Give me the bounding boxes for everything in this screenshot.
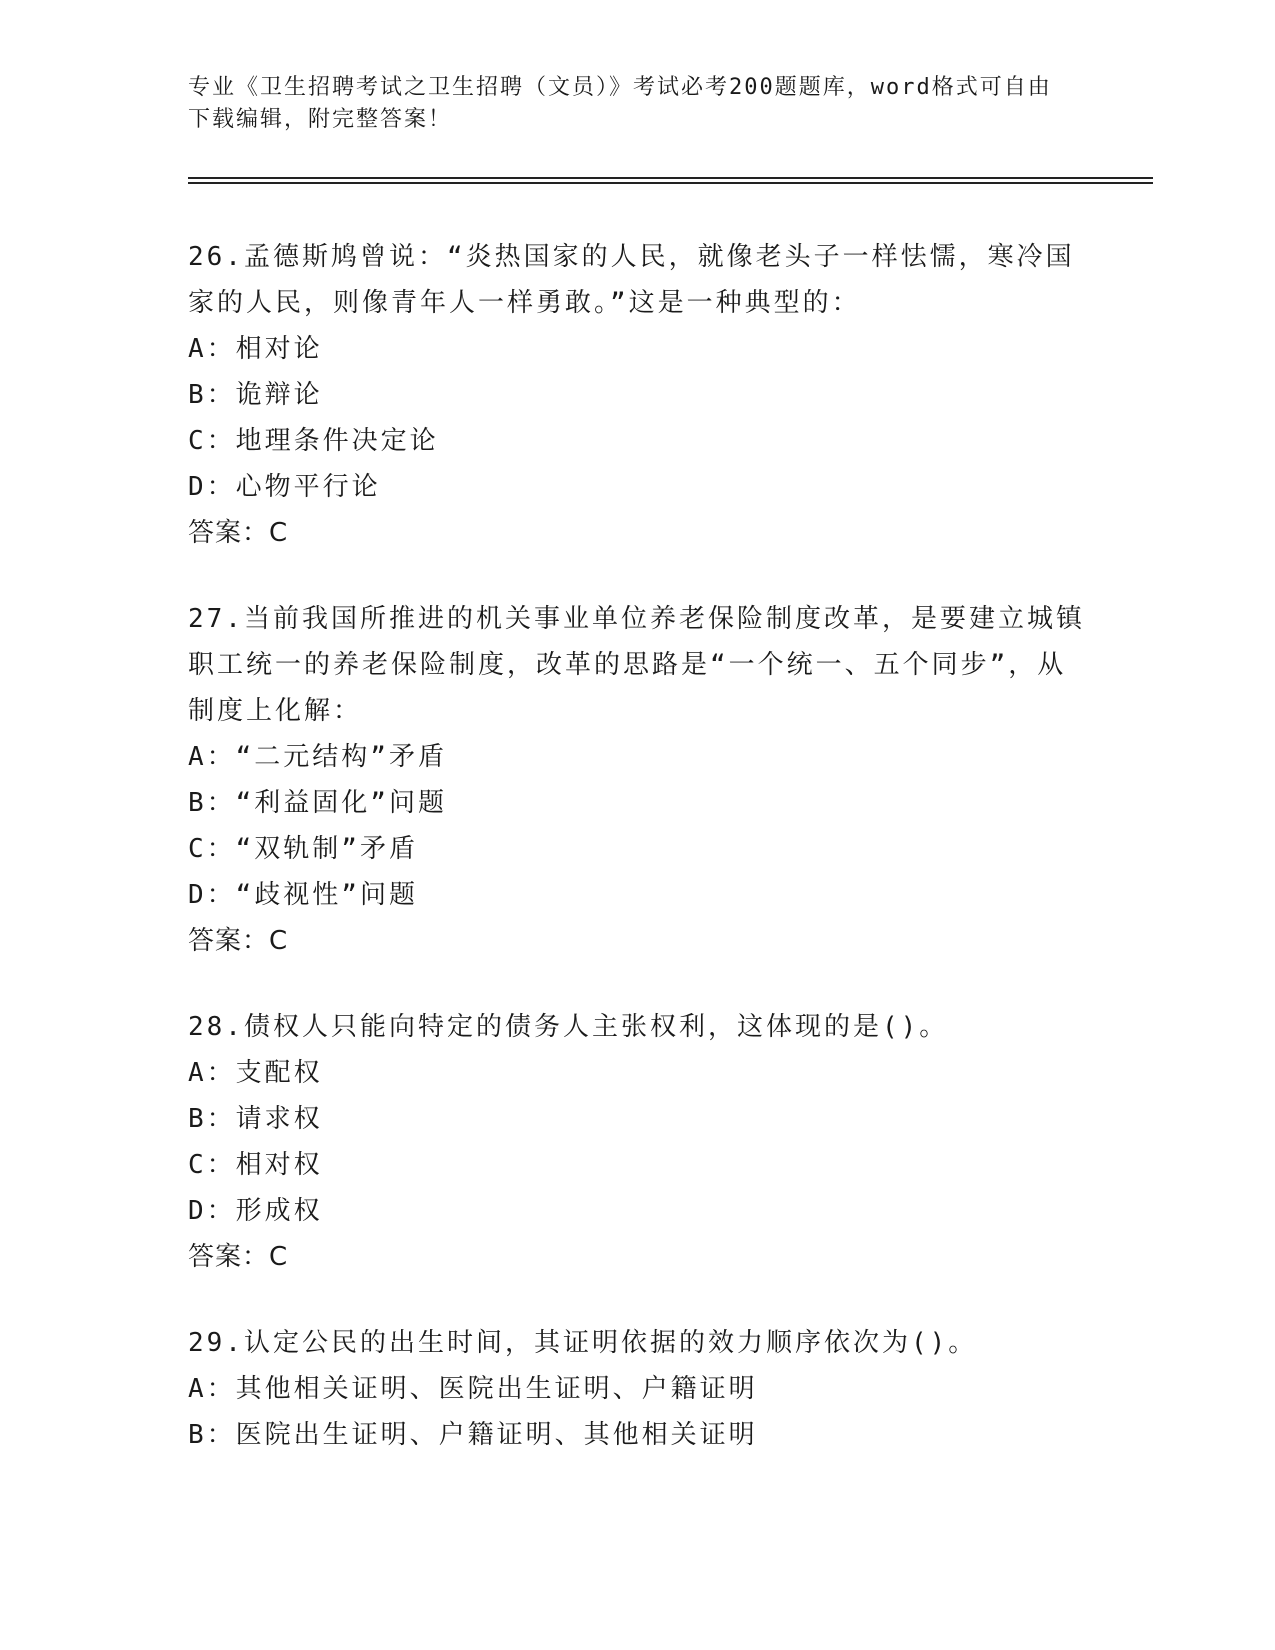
answer: 答案：C [188,518,289,548]
answer: 答案：C [188,926,289,956]
question-stem: 29.认定公民的出生时间，其证明依据的效力顺序依次为()。 [188,1328,978,1358]
header-divider-bottom [188,182,1153,184]
question-27 [188,596,1088,964]
option-d: D：“歧视性”问题 [188,880,418,910]
option-b: B：诡辩论 [188,380,323,410]
question-stem: 26.孟德斯鸠曾说：“炎热国家的人民，就像老头子一样怯懦，寒冷国家的人民，则像青年人一样勇敢。”这是一种典型的： [188,242,1075,318]
option-c: C：相对权 [188,1150,323,1180]
option-b: B：医院出生证明、户籍证明、其他相关证明 [188,1420,758,1450]
question-stem: 27.当前我国所推进的机关事业单位养老保险制度改革，是要建立城镇职工统一的养老保险制度，改革的思路是“一个统一、五个同步”，从制度上化解： [188,604,1085,726]
question-29 [188,1320,1088,1458]
header-divider-top [188,177,1153,179]
option-d: D：形成权 [188,1196,323,1226]
answer: 答案：C [188,1242,289,1272]
option-c: C：“双轨制”矛盾 [188,834,418,864]
option-b: B：请求权 [188,1104,323,1134]
option-d: D：心物平行论 [188,472,381,502]
option-a: A：支配权 [188,1058,323,1088]
question-26 [188,234,1088,556]
option-a: A：相对论 [188,334,323,364]
question-stem: 28.债权人只能向特定的债务人主张权利，这体现的是()。 [188,1012,949,1042]
option-c: C：地理条件决定论 [188,426,439,456]
option-b: B：“利益固化”问题 [188,788,447,818]
question-28 [188,1004,1088,1280]
document-intro: 专业《卫生招聘考试之卫生招聘（文员）》考试必考200题题库，word格式可自由下载编辑，附完整答案！ [188,75,1052,132]
option-a: A：其他相关证明、医院出生证明、户籍证明 [188,1374,758,1404]
option-a: A：“二元结构”矛盾 [188,742,447,772]
